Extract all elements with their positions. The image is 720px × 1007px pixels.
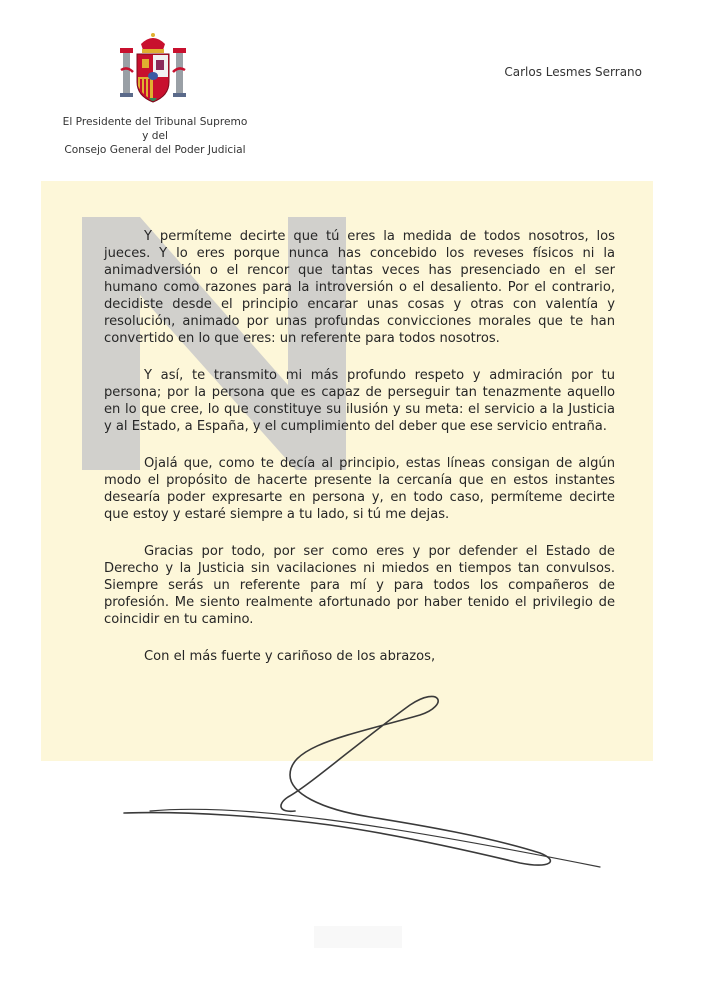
issuer-line: y del [142,130,168,142]
issuer-block [40,115,270,157]
letter-paragraph: Gracias por todo, por ser como eres y por defender el Estado de Derecho y la Justicia sin vacilaciones ni miedos en tiempos tan convulsos. Siempre serás un referente para mí y para todos los compañeros de profesión. Me siento realmente afortunado por haber tenido el privilegio de coincidir en tu camino. [104,544,615,627]
letter-closing: Con el más fuerte y cariñoso de los abrazos, [144,649,436,664]
sender-name: Carlos Lesmes Serrano [504,65,642,79]
letter-paragraph: Y permíteme decirte que tú eres la medida de todos nosotros, los jueces. Y lo eres porque nunca has concebido los reveses físicos ni la animadversión o el rencor que tantas veces has presenciado en el ser humano como razones para la introversión o el desaliento. Por el contrario, decidiste desde el principio encarar unas cosas y otras con valentía y resolución, animado por unas profundas convicciones morales que te han convertido en lo que eres: un referente para todos nosotros. [104,229,615,346]
issuer-line: El Presidente del Tribunal Supremo [62,116,248,128]
letter-body [104,228,615,685]
faint-page-stamp [314,926,402,948]
coat-of-arms-icon [115,30,191,108]
issuer-line: Consejo General del Poder Judicial [64,144,246,156]
handwritten-signature [120,685,605,870]
letter-paragraph: Ojalá que, como te decía al principio, estas líneas consigan de algún modo el propósito de hacerte presente la cercanía que en estos instantes desearía poder expresarte en persona y, en todo caso, permíteme decirte que estoy y estaré siempre a tu lado, si tú me dejas. [104,456,615,522]
letter-paragraph: Y así, te transmito mi más profundo respeto y admiración por tu persona; por la persona que es capaz de perseguir tan tenazmente aquello en lo que cree, lo que constituye su ilusión y su meta: el servicio a la Justicia y al Estado, a España, y el cumplimiento del deber que ese servicio entraña. [104,368,615,434]
